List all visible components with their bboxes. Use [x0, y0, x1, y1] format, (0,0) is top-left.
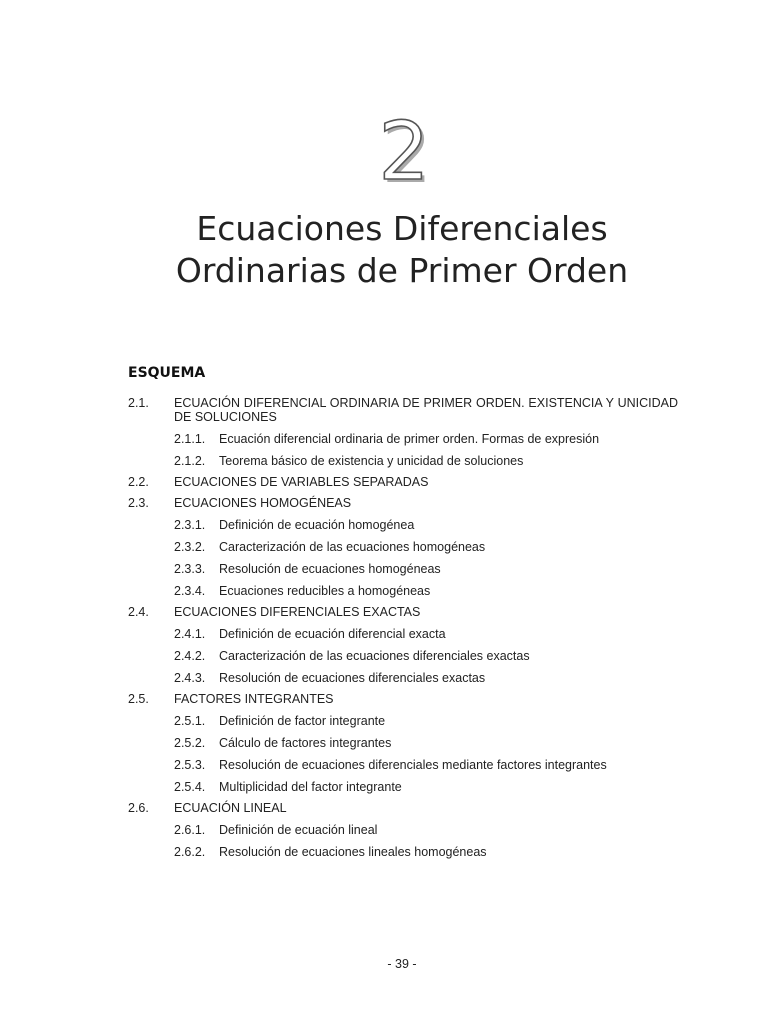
chapter-title-line: Ordinarias de Primer Orden	[175, 251, 629, 290]
section-heading	[128, 605, 678, 619]
subsection-item	[174, 714, 678, 728]
subsection-title: Definición de ecuación lineal	[219, 823, 378, 837]
subsection-number: 2.5.4.	[174, 780, 206, 794]
outline-heading: ESQUEMA	[128, 365, 206, 381]
section-heading	[128, 496, 678, 510]
subsection-number: 2.1.2.	[174, 454, 206, 468]
subsection-number: 2.1.1.	[174, 432, 206, 446]
subsection-number: 2.4.1.	[174, 627, 206, 641]
subsection-number: 2.6.1.	[174, 823, 206, 837]
subsection-item	[174, 562, 678, 576]
subsection-item	[174, 758, 678, 772]
outline-section	[128, 496, 678, 598]
subsection-item	[174, 736, 678, 750]
subsection-title: Caracterización de las ecuaciones homogéneas	[219, 540, 486, 554]
subsection-number: 2.3.4.	[174, 584, 206, 598]
section-number: 2.6.	[128, 801, 149, 815]
subsection-title: Teorema básico de existencia y unicidad de soluciones	[219, 454, 524, 468]
outline-section	[128, 692, 678, 794]
page-number: - 39 -	[387, 957, 417, 971]
subsection-item	[174, 432, 678, 446]
section-title: ECUACIONES HOMOGÉNEAS	[174, 496, 352, 510]
chapter-number: 2	[378, 105, 430, 198]
chapter-title	[0, 208, 768, 292]
section-title: FACTORES INTEGRANTES	[174, 692, 334, 706]
subsection-title: Resolución de ecuaciones diferenciales mediante factores integrantes	[219, 758, 607, 772]
subsection-item	[174, 649, 678, 663]
outline-section	[128, 605, 678, 685]
subsection-number: 2.4.3.	[174, 671, 206, 685]
subsection-number: 2.3.1.	[174, 518, 206, 532]
section-title: ECUACIÓN DIFERENCIAL ORDINARIA DE PRIMER ORDEN. EXISTENCIA Y UNICIDAD DE SOLUCIONES	[174, 396, 678, 424]
subsection-title: Resolución de ecuaciones lineales homogéneas	[219, 845, 487, 859]
subsection-title: Multiplicidad del factor integrante	[219, 780, 402, 794]
outline-section	[128, 801, 678, 859]
section-heading	[128, 396, 678, 424]
subsection-number: 2.5.3.	[174, 758, 206, 772]
subsection-item	[174, 518, 678, 532]
subsection-number: 2.5.2.	[174, 736, 206, 750]
subsection-title: Definición de ecuación diferencial exacta	[219, 627, 446, 641]
subsection-number: 2.4.2.	[174, 649, 206, 663]
subsection-item	[174, 823, 678, 837]
subsection-item	[174, 671, 678, 685]
section-number: 2.4.	[128, 605, 149, 619]
outline-section	[128, 475, 678, 489]
section-title: ECUACIONES DE VARIABLES SEPARADAS	[174, 475, 429, 489]
outline-list	[128, 396, 678, 866]
section-heading	[128, 692, 678, 706]
section-heading	[128, 801, 678, 815]
chapter-title-line: Ecuaciones Diferenciales	[196, 209, 608, 248]
section-heading	[128, 475, 678, 489]
section-title: ECUACIÓN LINEAL	[174, 801, 287, 815]
subsection-number: 2.3.3.	[174, 562, 206, 576]
subsection-item	[174, 780, 678, 794]
subsection-item	[174, 540, 678, 554]
subsection-item	[174, 584, 678, 598]
subsection-title: Definición de ecuación homogénea	[219, 518, 415, 532]
subsection-title: Cálculo de factores integrantes	[219, 736, 392, 750]
subsection-title: Definición de factor integrante	[219, 714, 386, 728]
subsection-item	[174, 454, 678, 468]
section-number: 2.5.	[128, 692, 149, 706]
subsection-title: Resolución de ecuaciones homogéneas	[219, 562, 441, 576]
subsection-number: 2.5.1.	[174, 714, 206, 728]
subsection-number: 2.3.2.	[174, 540, 206, 554]
section-title: ECUACIONES DIFERENCIALES EXACTAS	[174, 605, 421, 619]
section-number: 2.1.	[128, 396, 149, 410]
subsection-title: Caracterización de las ecuaciones diferenciales exactas	[219, 649, 530, 663]
subsection-number: 2.6.2.	[174, 845, 206, 859]
subsection-item	[174, 627, 678, 641]
section-number: 2.3.	[128, 496, 149, 510]
subsection-title: Ecuaciones reducibles a homogéneas	[219, 584, 431, 598]
subsection-title: Resolución de ecuaciones diferenciales exactas	[219, 671, 486, 685]
outline-section	[128, 396, 678, 468]
subsection-title: Ecuación diferencial ordinaria de primer orden. Formas de expresión	[219, 432, 600, 446]
section-number: 2.2.	[128, 475, 149, 489]
subsection-item	[174, 845, 678, 859]
